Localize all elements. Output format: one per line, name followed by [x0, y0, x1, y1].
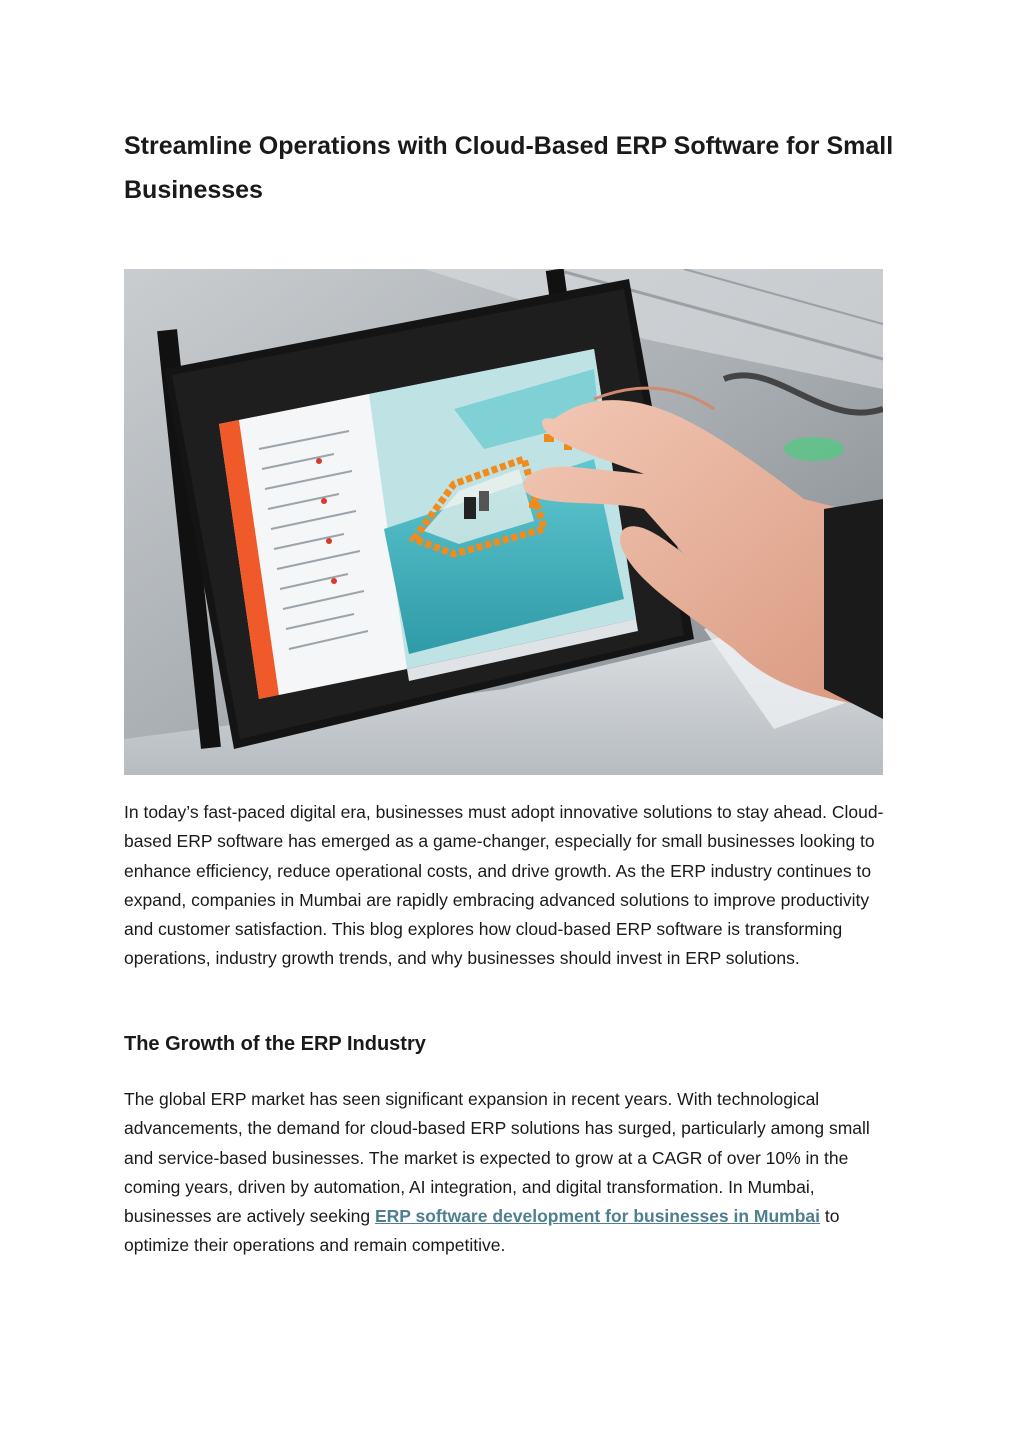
section-text-before-link: The global ERP market has seen significant expansion in recent years. With technological advancements, the demand for cloud-based ERP solutions has surged, particularly among small and service-based businesses. The market is expected to grow at a CAGR of over 10% in the coming years, driven by automation, AI integration, and digital transformation. In Mumbai, businesses are actively seeking — [124, 1089, 870, 1227]
section-text-after-link: to optimize their operations and remain competitive. — [124, 1206, 840, 1256]
hero-image — [124, 269, 883, 775]
section-paragraph — [124, 1085, 899, 1261]
tablet-with-hand-photo-icon — [124, 269, 883, 775]
erp-development-mumbai-link[interactable]: ERP software development for businesses in Mumbai — [374, 1206, 821, 1227]
article-title: Streamline Operations with Cloud-Based ERP Software for Small Businesses — [124, 132, 894, 204]
intro-paragraph: In today’s fast-paced digital era, businesses must adopt innovative solutions to stay ahead. Cloud-based ERP software has emerged as a game-changer, especially for small businesses looking to enhance efficiency, reduce operational costs, and drive growth. As the ERP industry continues to expand, companies in Mumbai are rapidly embracing advanced solutions to improve productivity and customer satisfaction. This blog explores how cloud-based ERP software is transforming operations, industry growth trends, and why businesses should invest in ERP solutions. — [124, 802, 884, 969]
section-heading: The Growth of the ERP Industry — [124, 1033, 426, 1055]
